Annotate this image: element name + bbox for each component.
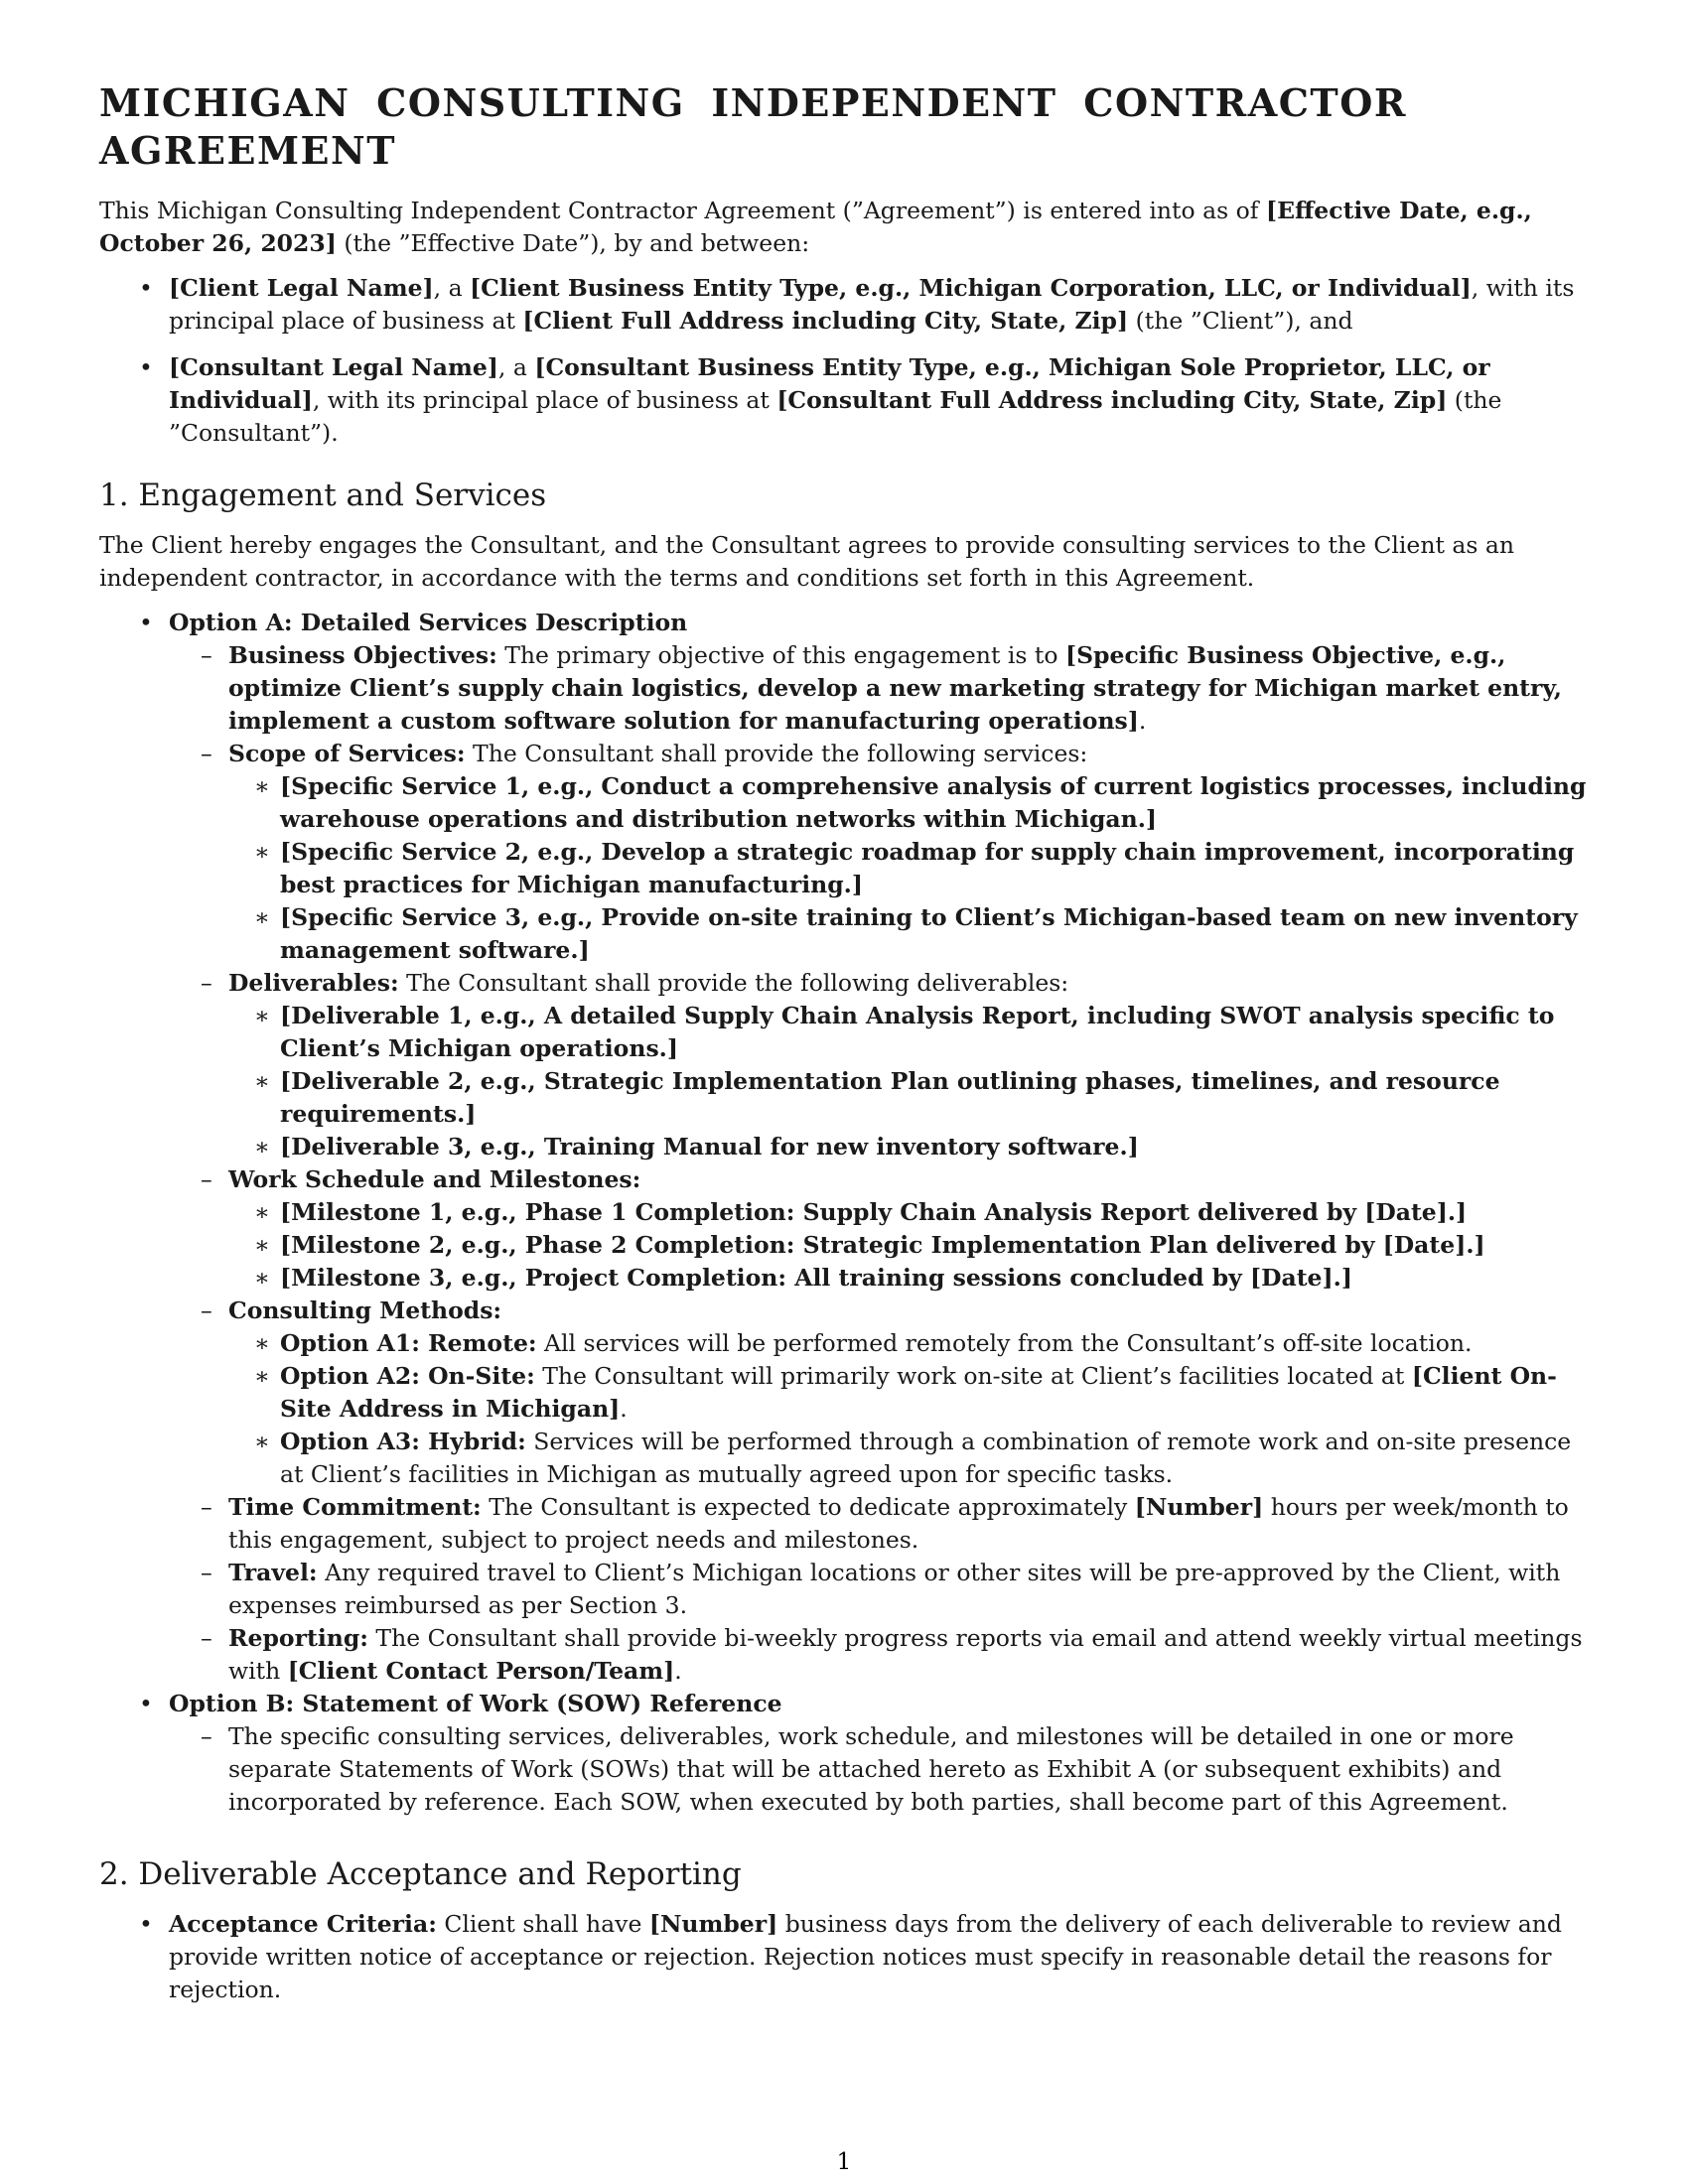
deliverables-list xyxy=(228,1000,1589,1163)
label: Acceptance Criteria: xyxy=(169,1910,437,1938)
list-item xyxy=(228,1196,1589,1229)
list-item xyxy=(228,1065,1589,1131)
intro-paragraph xyxy=(99,195,1589,260)
section-2-list xyxy=(99,1908,1589,2006)
option-b-list xyxy=(169,1720,1589,1819)
text: [Deliverable 3, e.g., Training Manual for new inventory software.] xyxy=(280,1133,1139,1160)
document-title: MICHIGAN CONSULTING INDEPENDENT CONTRACTOR AGREEMENT xyxy=(99,80,1407,173)
text: Services will be performed through a combination of remote work and on-site presence at Client’s facilities in Michigan as mutually agreed upon for specific tasks. xyxy=(280,1428,1572,1488)
page-number: 1 xyxy=(836,2149,852,2175)
text: , a xyxy=(433,274,471,302)
section-2-heading: 2. Deliverable Acceptance and Reporting xyxy=(99,1856,742,1892)
list-item xyxy=(169,1720,1589,1819)
time-commitment xyxy=(169,1491,1589,1557)
text: [Deliverable 1, e.g., A detailed Supply Chain Analysis Report, including SWOT analysis specific to Client’s Michigan operations.] xyxy=(280,1002,1555,1062)
consultant-address-placeholder: [Consultant Full Address including City, State, Zip] xyxy=(776,386,1448,414)
section-1-heading: 1. Engagement and Services xyxy=(99,478,547,513)
effective-date-placeholder: [Effective Date, e.g., October 26, 2023] xyxy=(99,197,1532,257)
list-item xyxy=(228,770,1589,836)
text: business days from the delivery of each deliverable to review and provide written notice of acceptance or rejection. Rejection notices must specify in reasonable detail the reasons for rejection. xyxy=(169,1910,1562,2003)
work-schedule xyxy=(169,1163,1589,1295)
text: The Consultant shall provide the following services: xyxy=(465,740,1088,767)
list-item xyxy=(228,1262,1589,1295)
label: Consulting Methods: xyxy=(228,1297,502,1324)
text: [Milestone 1, e.g., Phase 1 Completion: Supply Chain Analysis Report delivered by [Date].] xyxy=(280,1198,1468,1226)
label: Scope of Services: xyxy=(228,740,466,767)
text: The Consultant shall provide the following deliverables: xyxy=(398,969,1069,997)
document-page xyxy=(99,79,1589,2020)
section-1-intro: The Client hereby engages the Consultant, and the Consultant agrees to provide consulting services to the Client as an independent contractor, in accordance with the terms and conditions set forth in this Agreement. xyxy=(99,531,1515,592)
milestones-list xyxy=(228,1196,1589,1295)
list-item xyxy=(228,1426,1589,1491)
deliverables xyxy=(169,967,1589,1163)
list-item xyxy=(228,901,1589,967)
list-item xyxy=(228,1131,1589,1163)
business-objectives xyxy=(169,639,1589,738)
client-entity-placeholder: [Client Business Entity Type, e.g., Michigan Corporation, LLC, or Individual] xyxy=(470,274,1472,302)
list-item xyxy=(228,1360,1589,1426)
text: The specific consulting services, deliverables, work schedule, and milestones will be detailed in one or more separate Statements of Work (SOWs) that will be attached hereto as Exhibit A (or subsequent exhibits) and incorporated by reference. Each SOW, when executed by both parties, shall become part of this Agreement. xyxy=(228,1722,1514,1816)
methods-list xyxy=(228,1327,1589,1491)
text: [Client Contact Person/Team] xyxy=(287,1657,675,1685)
party-client xyxy=(99,272,1589,338)
label: Work Schedule and Milestones: xyxy=(228,1165,641,1193)
parties-list xyxy=(99,272,1589,450)
text: (the ”Consultant”). xyxy=(169,386,1502,447)
section-1-options xyxy=(99,607,1589,1819)
label: Option A2: On-Site: xyxy=(280,1362,535,1390)
consultant-name-placeholder: [Consultant Legal Name] xyxy=(169,353,498,381)
text: [Deliverable 2, e.g., Strategic Implementation Plan outlining phases, timelines, and resource requirements.] xyxy=(280,1067,1500,1128)
party-consultant xyxy=(99,351,1589,450)
acceptance-criteria xyxy=(99,1908,1589,2006)
option-a xyxy=(99,607,1589,1688)
list-item xyxy=(228,836,1589,901)
text: . xyxy=(1138,707,1147,735)
text: Client shall have xyxy=(436,1910,649,1938)
label: Reporting: xyxy=(228,1624,368,1652)
text: Any required travel to Client’s Michigan locations or other sites will be pre-approved by the Client, with expenses reimbursed as per Section 3. xyxy=(228,1559,1561,1619)
label: Option A3: Hybrid: xyxy=(280,1428,526,1455)
consulting-methods xyxy=(169,1295,1589,1491)
label: Travel: xyxy=(228,1559,318,1586)
text: . xyxy=(620,1395,628,1423)
text: The primary objective of this engagement is to xyxy=(496,641,1065,669)
client-name-placeholder: [Client Legal Name] xyxy=(169,274,434,302)
text: hours per week/month to this engagement, subject to project needs and milestones. xyxy=(228,1493,1569,1554)
text: [Specific Service 3, e.g., Provide on-site training to Client’s Michigan-based team on new inventory management software.] xyxy=(280,903,1578,964)
list-item xyxy=(228,1000,1589,1065)
travel xyxy=(169,1557,1589,1622)
client-address-placeholder: [Client Full Address including City, State, Zip] xyxy=(522,307,1129,335)
text: [Number] xyxy=(1134,1493,1264,1521)
text: , with its principal place of business at xyxy=(169,274,1575,335)
text: , a xyxy=(497,353,535,381)
label: Deliverables: xyxy=(228,969,399,997)
text: The Consultant shall provide bi-weekly progress reports via email and attend weekly virtual meetings with xyxy=(228,1624,1583,1685)
text: The Consultant will primarily work on-site at Client’s facilities located at xyxy=(534,1362,1412,1390)
text: (the ”Client”), and xyxy=(1128,307,1353,335)
text: [Specific Service 2, e.g., Develop a strategic roadmap for supply chain improvement, incorporating best practices for Michigan manufacturing.] xyxy=(280,838,1575,898)
text: [Milestone 3, e.g., Project Completion: All training sessions concluded by [Date].] xyxy=(280,1264,1352,1292)
objective-placeholder: [Specific Business Objective, e.g., optimize Client’s supply chain logistics, develop a new marketing strategy for Michigan market entry, implement a custom software solution for manufacturing operations] xyxy=(228,641,1562,735)
reporting xyxy=(169,1622,1589,1688)
text: The Consultant is expected to dedicate approximately xyxy=(481,1493,1135,1521)
intro-text: This Michigan Consulting Independent Contractor Agreement (”Agreement”) is entered into as of xyxy=(99,197,1266,224)
option-b xyxy=(99,1688,1589,1819)
option-a-label: Option A: Detailed Services Description xyxy=(169,609,688,636)
text: All services will be performed remotely from the Consultant’s off-site location. xyxy=(536,1329,1473,1357)
text: . xyxy=(674,1657,682,1685)
text: [Specific Service 1, e.g., Conduct a comprehensive analysis of current logistics processes, including warehouse operations and distribution networks within Michigan.] xyxy=(280,772,1587,833)
consultant-entity-placeholder: [Consultant Business Entity Type, e.g., Michigan Sole Proprietor, LLC, or Individual] xyxy=(169,353,1490,414)
list-item xyxy=(228,1229,1589,1262)
scope-of-services xyxy=(169,738,1589,967)
text: , with its principal place of business at xyxy=(312,386,777,414)
list-item xyxy=(228,1327,1589,1360)
option-b-label: Option B: Statement of Work (SOW) Reference xyxy=(169,1690,782,1717)
text: [Milestone 2, e.g., Phase 2 Completion: Strategic Implementation Plan delivered by [Date].] xyxy=(280,1231,1485,1259)
text: [Client On-Site Address in Michigan] xyxy=(280,1362,1557,1423)
label: Time Commitment: xyxy=(228,1493,482,1521)
text: [Number] xyxy=(648,1910,778,1938)
option-a-list xyxy=(169,639,1589,1688)
intro-text-end: (the ”Effective Date”), by and between: xyxy=(336,229,810,257)
services-list xyxy=(228,770,1589,967)
label: Business Objectives: xyxy=(228,641,497,669)
label: Option A1: Remote: xyxy=(280,1329,537,1357)
